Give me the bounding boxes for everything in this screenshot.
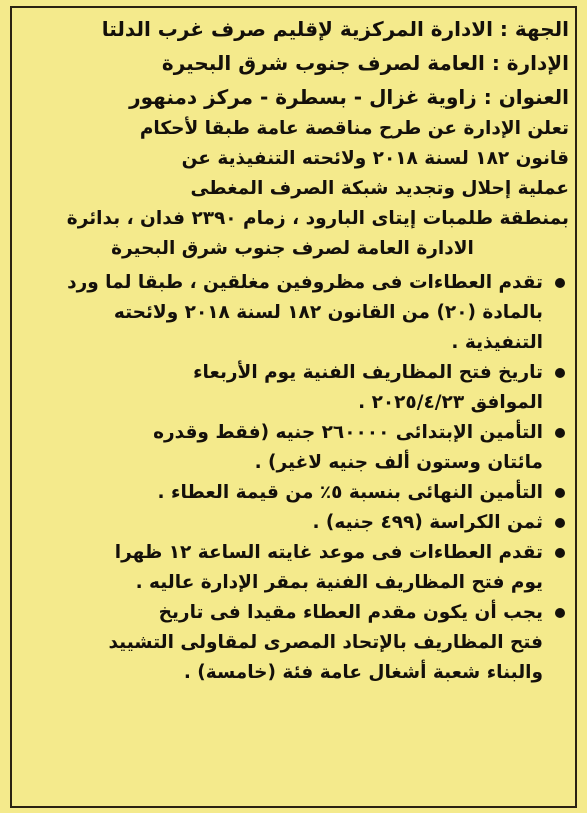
authority-line: الجهة : الادارة المركزية لإقليم صرف غرب الدلتا: [101, 17, 569, 41]
bullet-item: [16, 358, 569, 388]
bullet-icon: [555, 518, 565, 528]
bullet-text-continued: يوم فتح المظاريف الفنية بمقر الإدارة عاليه .: [135, 572, 543, 593]
bullet-text-continued: فتح المظاريف بالإتحاد المصرى لمقاولى التشييد: [108, 632, 543, 653]
bullet-text: التأمين النهائى بنسبة ٥٪ من قيمة العطاء .: [157, 482, 543, 503]
administration-line: الإدارة : العامة لصرف جنوب شرق البحيرة: [161, 51, 569, 75]
bullet-icon: [555, 428, 565, 438]
intro-line: قانون ١٨٢ لسنة ٢٠١٨ ولائحته التنفيذية عن: [181, 148, 569, 169]
tender-announcement: [16, 12, 569, 688]
bullet-item: [16, 268, 569, 298]
bullet-text: التأمين الإبتدائى ٢٦٠٠٠٠ جنيه (فقط وقدره: [153, 422, 543, 443]
bullet-icon: [555, 368, 565, 378]
bullet-item: [16, 508, 569, 538]
intro-line: بمنطقة طلمبات إيتاى البارود ، زمام ٢٣٩٠ فدان ، بدائرة: [66, 208, 569, 229]
bullet-text-continued: مائتان وستون ألف جنيه لاغير) .: [254, 452, 543, 473]
bullet-text: تقدم العطاءات فى موعد غايته الساعة ١٢ ظهرا: [114, 542, 543, 563]
bullet-text-continued: والبناء شعبة أشغال عامة فئة (خامسة) .: [183, 662, 543, 683]
bullet-text: يجب أن يكون مقدم العطاء مقيدا فى تاريخ: [158, 602, 543, 623]
bullet-icon: [555, 278, 565, 288]
bullet-icon: [555, 548, 565, 558]
bullet-icon: [555, 488, 565, 498]
bullet-item: [16, 598, 569, 628]
bullet-item: [16, 478, 569, 508]
bullet-icon: [555, 608, 565, 618]
bullet-text-continued: الموافق ٢٠٢٥/٤/٢٣ .: [358, 392, 543, 413]
bullet-item: [16, 538, 569, 568]
bullet-text-continued: التنفيذية .: [451, 332, 543, 353]
bullet-text-continued: بالمادة (٢٠) من القانون ١٨٢ لسنة ٢٠١٨ ولائحته: [113, 302, 543, 323]
bullet-text: تاريخ فتح المظاريف الفنية يوم الأربعاء: [193, 362, 543, 383]
intro-line: تعلن الإدارة عن طرح مناقصة عامة طبقا لأحكام: [139, 118, 569, 139]
bullet-text: تقدم العطاءات فى مظروفين مغلقين ، طبقا لما ورد: [67, 272, 543, 293]
bullet-item: [16, 418, 569, 448]
intro-line: الادارة العامة لصرف جنوب شرق البحيرة: [111, 238, 474, 259]
address-line: العنوان : زاوية غزال - بسطرة - مركز دمنهور: [129, 85, 569, 109]
intro-line: عملية إحلال وتجديد شبكة الصرف المغطى: [190, 178, 569, 199]
bullet-text: ثمن الكراسة (٤٩٩ جنيه) .: [312, 512, 543, 533]
